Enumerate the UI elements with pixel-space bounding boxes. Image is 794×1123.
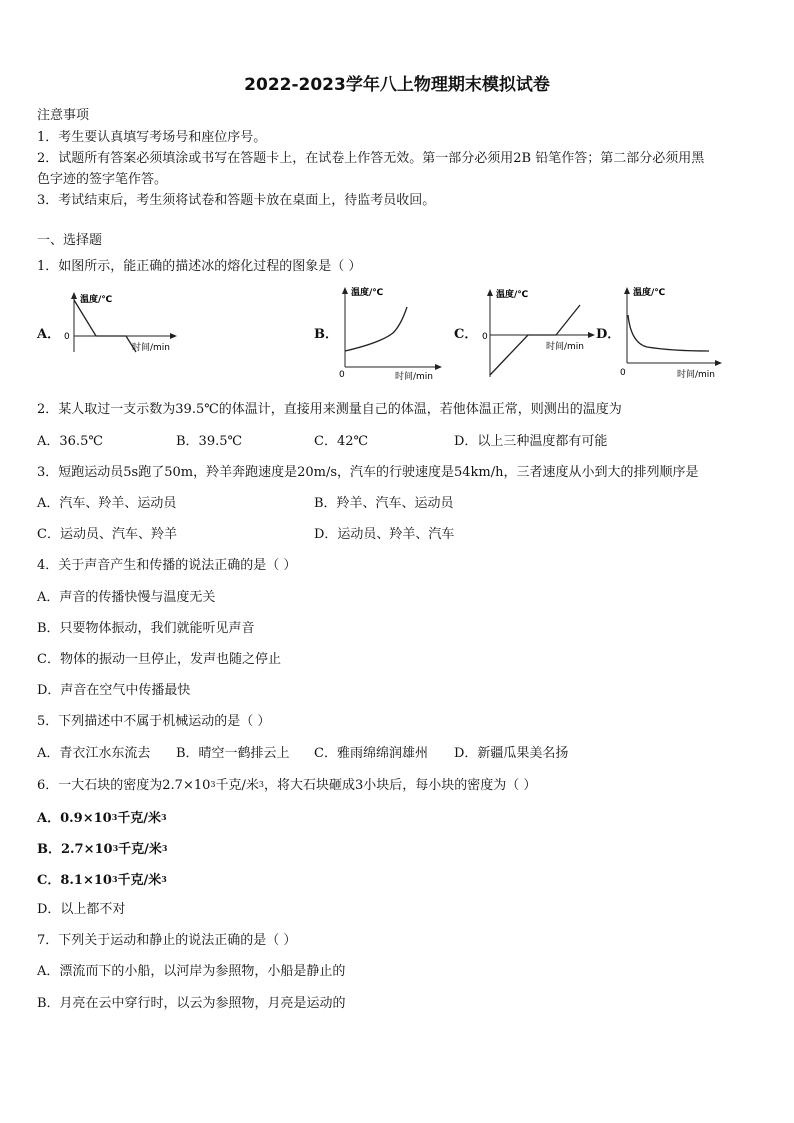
question-7-stem: 7．下列关于运动和静止的说法正确的是（ ） bbox=[37, 933, 297, 948]
q1-c-x-label: 时间/min bbox=[546, 342, 585, 352]
q1-d-origin: 0 bbox=[620, 368, 626, 378]
q1-option-d-label[interactable]: D． bbox=[596, 327, 621, 342]
q3-option-b[interactable]: B．羚羊、汽车、运动员 bbox=[314, 496, 454, 511]
q4-option-c[interactable]: C．物体的振动一旦停止，发声也随之停止 bbox=[37, 652, 281, 667]
section-heading: 一、选择题 bbox=[37, 233, 103, 248]
q5-option-a[interactable]: A．青衣江水东流去 bbox=[37, 746, 151, 761]
q3-option-c[interactable]: C．运动员、汽车、羚羊 bbox=[37, 527, 177, 542]
q6-option-c[interactable]: C．$8.1\times 10^3$千克/米$^3$ bbox=[37, 873, 167, 888]
q1-b-origin: 0 bbox=[339, 370, 345, 380]
q1-option-a-label[interactable]: A． bbox=[37, 327, 61, 342]
q2-option-b[interactable]: B．39.5℃ bbox=[176, 434, 243, 449]
notice-item: 3．考试结束后，考生须将试卷和答题卡放在桌面上，待监考员收回。 bbox=[37, 193, 436, 208]
question-1-stem: 1．如图所示，能正确的描述冰的熔化过程的图象是（ ） bbox=[37, 259, 362, 274]
exam-title: 2022-2023学年八上物理期末模拟试卷 bbox=[244, 75, 550, 95]
q4-option-b[interactable]: B．只要物体振动，我们就能听见声音 bbox=[37, 621, 255, 636]
q6-option-d[interactable]: D．以上都不对 bbox=[37, 902, 126, 917]
q6-option-a[interactable]: A．$0.9\times 10^3$千克/米$^3$ bbox=[37, 811, 167, 826]
q6-option-b[interactable]: B．$2.7\times 10^3$千克/米$^3$ bbox=[37, 842, 168, 857]
q7-option-b[interactable]: B．月亮在云中穿行时，以云为参照物，月亮是运动的 bbox=[37, 996, 346, 1011]
q1-a-x-label: 时间/min bbox=[132, 343, 171, 353]
q7-option-a[interactable]: A．漂流而下的小船，以河岸为参照物，小船是静止的 bbox=[37, 964, 346, 979]
q1-c-origin: 0 bbox=[482, 332, 488, 342]
question-5-stem: 5．下列描述中不属于机械运动的是（ ） bbox=[37, 714, 271, 729]
q4-option-d[interactable]: D．声音在空气中传播最快 bbox=[37, 683, 191, 698]
q1-d-x-label: 时间/min bbox=[677, 370, 716, 380]
q1-d-y-label: 温度/℃ bbox=[633, 288, 666, 298]
q1-b-x-label: 时间/min bbox=[395, 372, 434, 382]
q1-a-y-label: 温度/℃ bbox=[80, 295, 113, 305]
q1-graph-a bbox=[60, 290, 180, 360]
q3-option-a[interactable]: A．汽车、羚羊、运动员 bbox=[37, 496, 177, 511]
question-4-stem: 4．关于声音产生和传播的说法正确的是（ ） bbox=[37, 558, 297, 573]
q5-option-c[interactable]: C．雅雨绵绵润雄州 bbox=[314, 746, 428, 761]
q4-option-a[interactable]: A．声音的传播快慢与温度无关 bbox=[37, 590, 216, 605]
q2-option-d[interactable]: D．以上三种温度都有可能 bbox=[454, 434, 608, 449]
q1-graph-c bbox=[478, 287, 598, 382]
notice-heading: 注意事项 bbox=[37, 108, 90, 123]
q1-graph-b bbox=[335, 285, 445, 380]
q1-a-origin: 0 bbox=[64, 332, 70, 342]
notice-item: 色字迹的签字笔作答。 bbox=[37, 172, 168, 187]
notice-item: 1．考生要认真填写考场号和座位序号。 bbox=[37, 130, 267, 145]
q5-option-b[interactable]: B．晴空一鹤排云上 bbox=[176, 746, 290, 761]
q2-option-c[interactable]: C．42℃ bbox=[314, 434, 369, 449]
question-6-stem: 6．一大石块的密度为$2.7\times 10^3$千克/米$^3$，将大石块砸成3小块后，每小块的密度为（ ） bbox=[37, 778, 537, 793]
question-2-stem: 2．某人取过一支示数为39.5℃的体温计，直接用来测量自己的体温，若他体温正常，则测出的温度为 bbox=[37, 402, 622, 417]
q1-option-c-label[interactable]: C． bbox=[454, 327, 478, 342]
q3-option-d[interactable]: D．运动员、羚羊、汽车 bbox=[314, 527, 455, 542]
q1-graph-d bbox=[617, 285, 727, 380]
q2-option-a[interactable]: A．36.5℃ bbox=[37, 434, 103, 449]
question-3-stem: 3．短跑运动员5s跑了50m，羚羊奔跑速度是20m/s，汽车的行驶速度是54km/h，三者速度从小到大的排列顺序是 bbox=[37, 465, 699, 480]
q1-option-b-label[interactable]: B． bbox=[314, 327, 338, 342]
q5-option-d[interactable]: D．新疆瓜果美名扬 bbox=[454, 746, 569, 761]
q1-b-y-label: 温度/℃ bbox=[351, 288, 384, 298]
q1-c-y-label: 温度/℃ bbox=[496, 290, 529, 300]
notice-item: 2．试题所有答案必须填涂或书写在答题卡上，在试卷上作答无效。第一部分必须用2B 铅笔作答；第二部分必须用黑 bbox=[37, 151, 705, 166]
